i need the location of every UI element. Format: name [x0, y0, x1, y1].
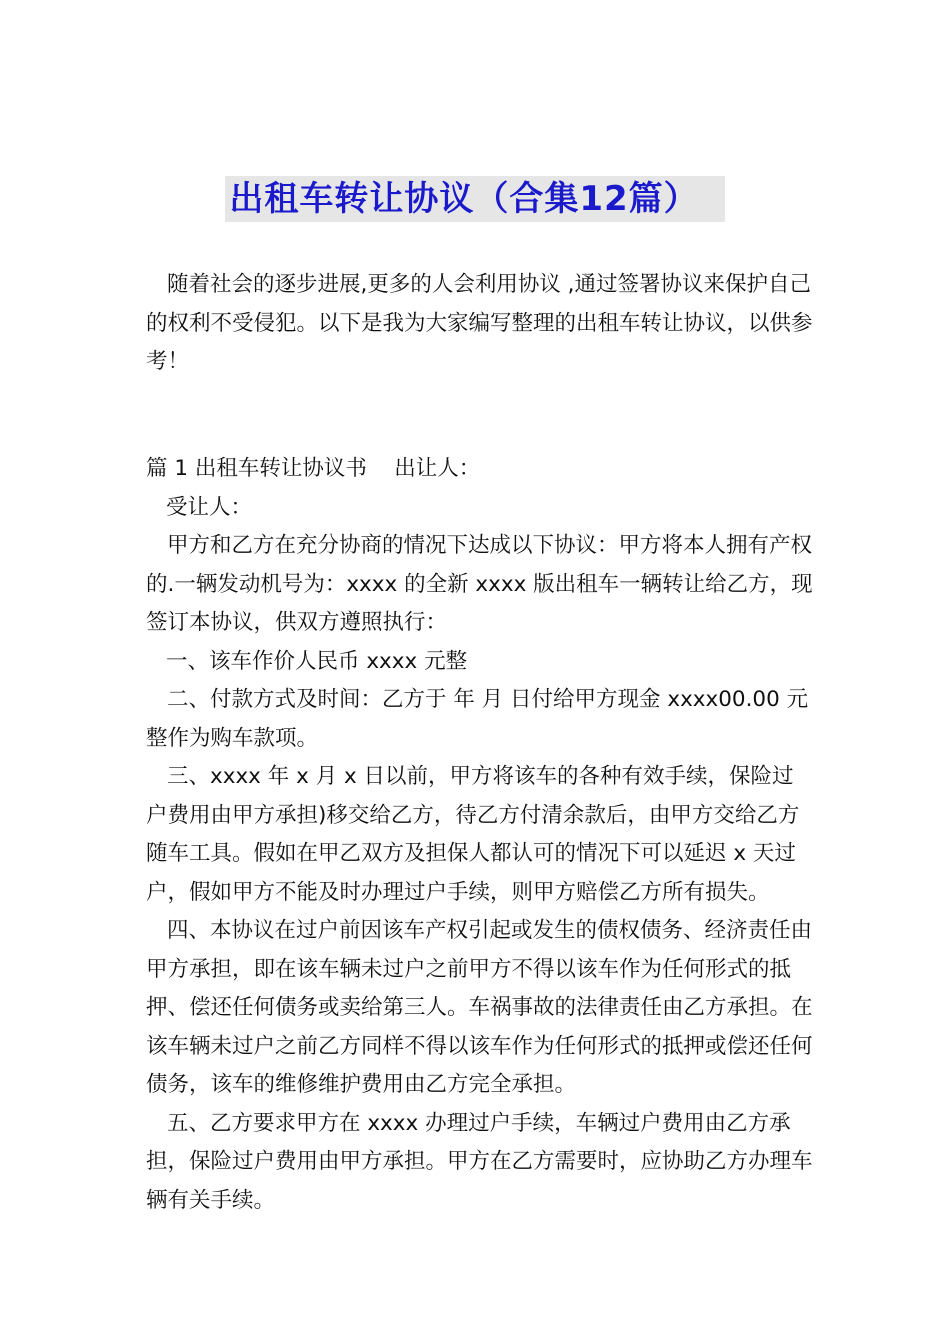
clause-5: 五、乙方要求甲方在 xxxx 办理过户手续，车辆过户费用由乙方承担，保险过户费用由甲方承担。甲方在乙方需要时，应协助乙方办理车辆有关手续。 [146, 1110, 813, 1213]
clause-4: 四、本协议在过户前因该车产权引起或发生的债权债务、经济责任由甲方承担，即在该车辆未过户之前甲方不得以该车作为任何形式的抵押、偿还任何债务或卖给第三人。车祸事故的法律责任由乙方承担。在该车辆未过户之前乙方同样不得以该车作为任何形式的抵押或偿还任何债务，该车的维修维护费用由乙方完全承担。 [146, 918, 813, 1097]
intro-section [146, 266, 814, 382]
section-heading-line [146, 450, 814, 489]
clause-1: 一、该车作价人民币 xxxx 元整 [166, 648, 468, 674]
agreement-preamble: 甲方和乙方在充分协商的情况下达成以下协议：甲方将本人拥有产权的.一辆发动机号为：xxxx 的全新 xxxx 版出租车一辆转让给乙方，现签订本协议，供双方遵照执行： [146, 533, 813, 635]
agreement-body [146, 450, 814, 1220]
intro-paragraph: 随着社会的逐步进展,更多的人会利用协议 ,通过签署协议来保护自己的权利不受侵犯。以下是我为大家编写整理的出租车转让协议，以供参考！ [146, 272, 813, 374]
section-heading: 篇 1 出租车转让协议书 [146, 456, 367, 481]
title-container [0, 176, 950, 222]
clause-2: 二、付款方式及时间：乙方于 年 月 日付给甲方现金 xxxx00.00 元整作为购车款项。 [146, 687, 809, 751]
transferor-label: 出让人： [394, 456, 481, 481]
heading-spacer [367, 456, 394, 481]
clause-3: 三、xxxx 年 x 月 x 日以前，甲方将该车的各种有效手续，保险过户费用由甲方承担)移交给乙方，待乙方付清余款后，由甲方交给乙方随车工具。假如在甲乙双方及担保人都认可的情况下可以延迟 x 天过户，假如甲方不能及时办理过户手续，则甲方赔偿乙方所有损失。 [146, 764, 800, 905]
transferee-label: 受让人： [166, 494, 253, 520]
document-title: 出租车转让协议（合集12篇） [225, 176, 724, 222]
